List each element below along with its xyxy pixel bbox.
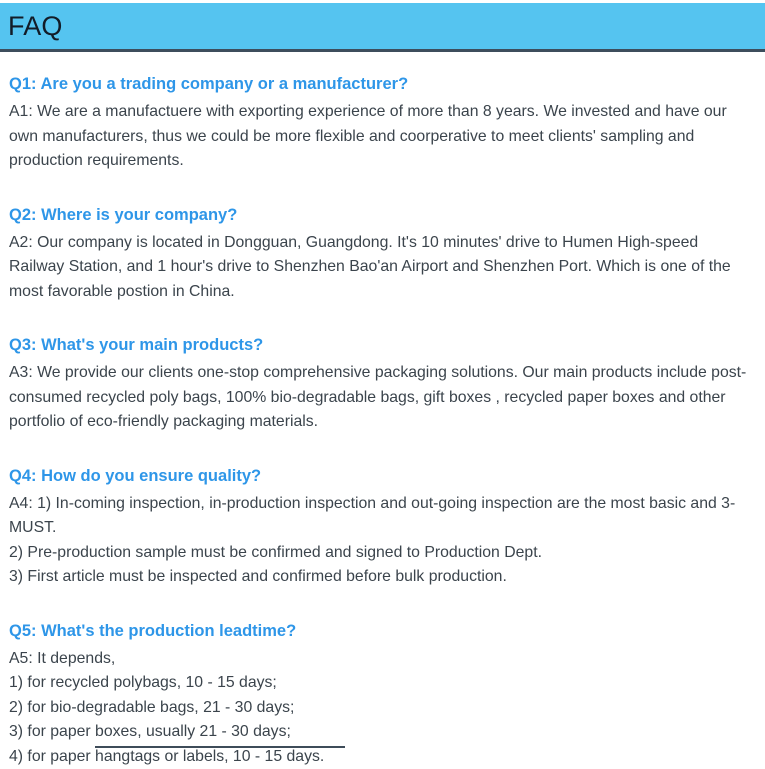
faq-section-title: FAQ xyxy=(8,11,63,42)
faq-section-3 xyxy=(9,334,756,435)
faq-answer-5-line-5: 4) for paper hangtags or labels, 10 - 15 days. xyxy=(9,745,756,769)
faq-section-1 xyxy=(9,73,756,174)
faq-answer-5-line-2: 1) for recycled polybags, 10 - 15 days; xyxy=(9,671,756,696)
faq-question-1: Q1: Are you a trading company or a manufacturer? xyxy=(9,73,756,95)
faq-answer-5-line-4: 3) for paper boxes, usually 21 - 30 days; xyxy=(9,720,756,745)
faq-question-4: Q4: How do you ensure quality? xyxy=(9,465,756,487)
faq-answer-4-line-1: A4: 1) In-coming inspection, in-production inspection and out-going inspection are the most basic and 3-MUST. xyxy=(9,492,756,541)
faq-answer-1: A1: We are a manufactuere with exporting experience of more than 8 years. We invested and have our own manufacturers, thus we could be more flexible and coorperative to meet clients' sampling and production requirements. xyxy=(9,100,756,174)
faq-section-4 xyxy=(9,465,756,590)
faq-section-2 xyxy=(9,204,756,305)
faq-answer-4-line-2: 2) Pre-production sample must be confirmed and signed to Production Dept. xyxy=(9,541,756,566)
faq-answer-3: A3: We provide our clients one-stop comprehensive packaging solutions. Our main products include post-consumed recycled poly bags, 100% bio-degradable bags, gift boxes , recycled paper boxes and other portfolio of eco-friendly packaging materials. xyxy=(9,361,756,435)
faq-content xyxy=(0,73,765,769)
faq-question-5: Q5: What's the production leadtime? xyxy=(9,620,756,642)
faq-section-header-bar xyxy=(0,3,765,52)
faq-answer-2: A2: Our company is located in Dongguan, Guangdong. It's 10 minutes' drive to Humen High-speed Railway Station, and 1 hour's drive to Shenzhen Bao'an Airport and Shenzhen Port. Which is one of the most favorable postion in China. xyxy=(9,231,756,305)
faq-answer-4-line-3: 3) First article must be inspected and confirmed before bulk production. xyxy=(9,565,756,590)
faq-answer-5-line-3: 2) for bio-degradable bags, 21 - 30 days; xyxy=(9,696,756,721)
faq-question-2: Q2: Where is your company? xyxy=(9,204,756,226)
faq-answer-5-line-1: A5: It depends, xyxy=(9,647,756,672)
faq-question-3: Q3: What's your main products? xyxy=(9,334,756,356)
